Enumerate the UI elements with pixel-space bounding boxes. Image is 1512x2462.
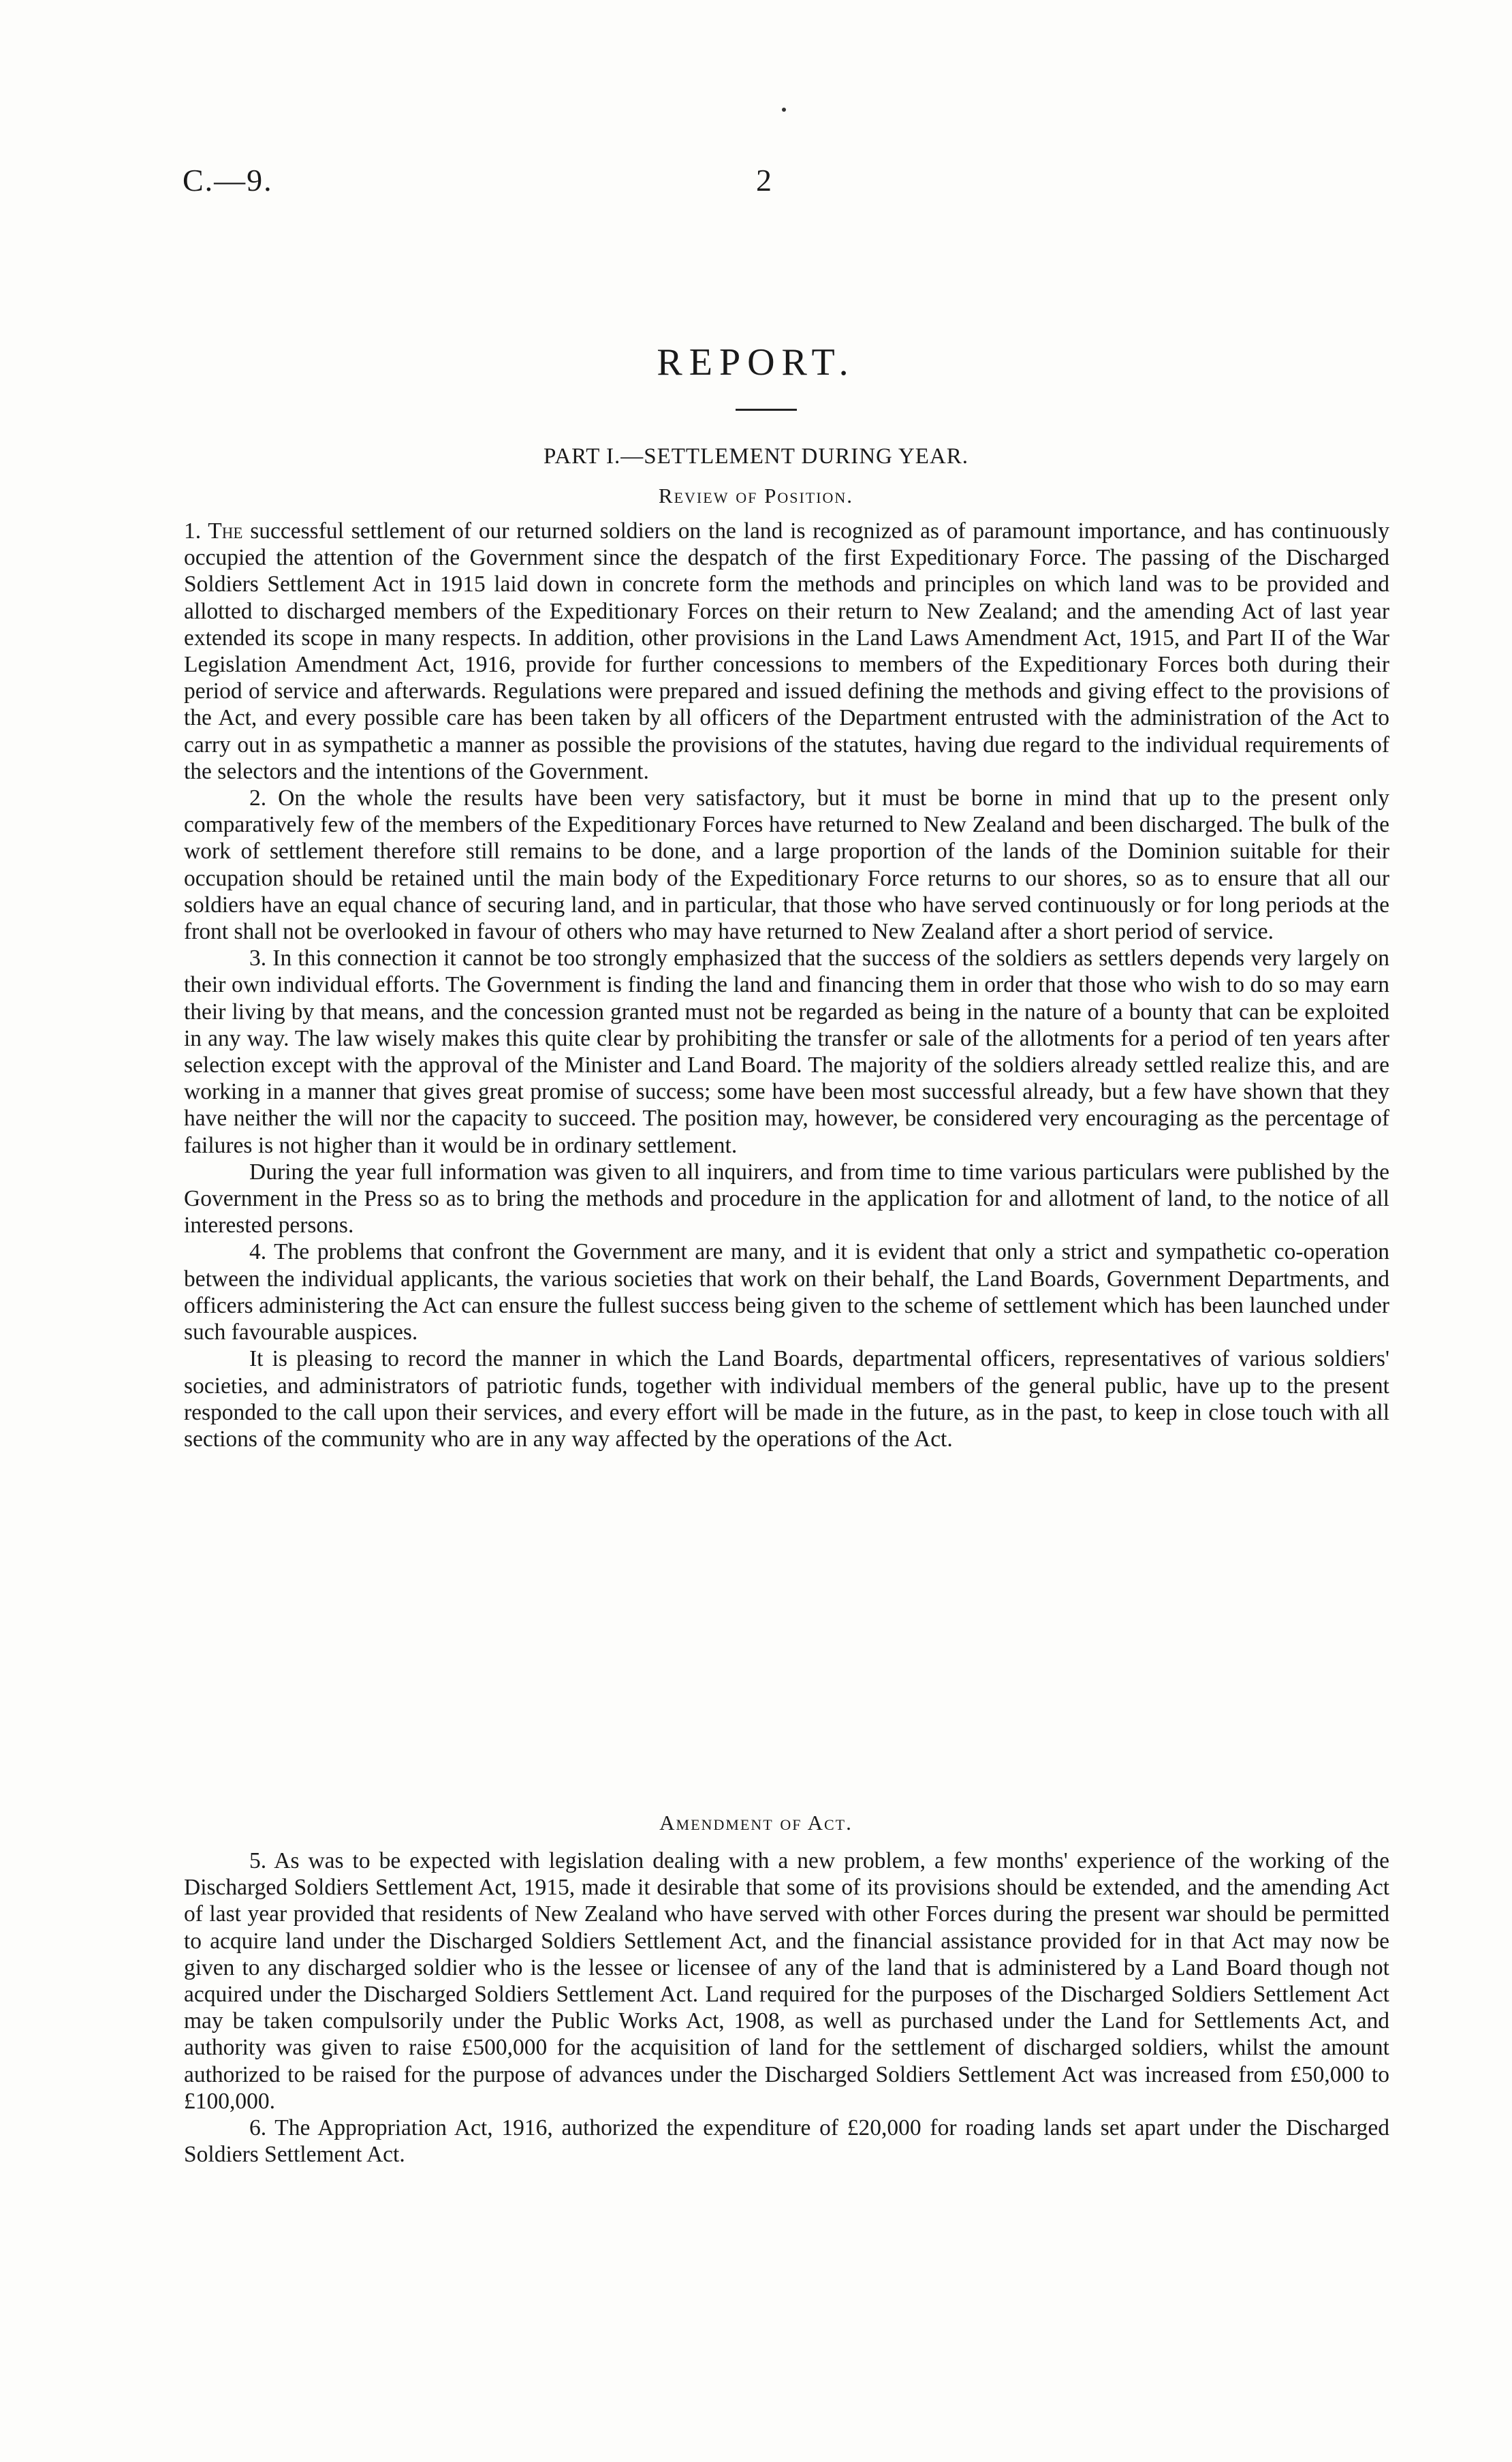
paragraph-3-continued: During the year full information was given to all inquirers, and from time to time various particulars were published by the Government in the Press so as to bring the methods and procedure in the application for and allotment of land, to the notice of all interested persons.	[184, 1159, 1389, 1238]
section-heading-review: Review of Position.	[658, 484, 854, 508]
paragraph-lead: 1. The	[184, 518, 243, 544]
paragraph-1	[184, 518, 1389, 785]
page-number: 2	[756, 163, 772, 198]
document-reference: C.—9.	[183, 163, 273, 198]
paper-speck	[782, 108, 786, 112]
paragraph-6: 6. The Appropriation Act, 1916, authorized the expenditure of £20,000 for roading lands set apart under the Discharged Soldiers Settlement Act.	[184, 2115, 1389, 2168]
section-body-review	[184, 518, 1389, 1452]
paragraph-3: 3. In this connection it cannot be too strongly emphasized that the success of the soldiers as settlers depends very largely on their own individual efforts. The Government is finding the land and financing them in order that those who wish to do so may earn their living by that means, and the concession granted must not be regarded as being in the nature of a bounty that can be exploited in any way. The law wisely makes this quite clear by prohibiting the transfer or sale of the allotments for a period of ten years after selection except with the approval of the Minister and Land Board. The majority of the soldiers already settled realize this, and are working in a manner that gives great promise of success; some have been most successful already, but a few have shown that they have neither the will nor the capacity to succeed. The position may, however, be considered very encouraging as the percentage of failures is not higher than it would be in ordinary settlement.	[184, 946, 1389, 1158]
paragraph-2: 2. On the whole the results have been very satisfactory, but it must be borne in mind that up to the present only comparatively few of the members of the Expeditionary Forces have returned to New Zealand and been discharged. The bulk of the work of settlement therefore still remains to be done, and a large proportion of the lands of the Dominion suitable for their occupation should be retained until the main body of the Expeditionary Force returns to our shores, so as to ensure that all our soldiers have an equal chance of securing land, and in particular, that those who have served continuously or for long periods at the front shall not be overlooked in favour of others who may have returned to New Zealand after a short period of service.	[184, 785, 1389, 945]
paragraph-4-continued: It is pleasing to record the manner in which the Land Boards, departmental officers, representatives of various soldiers' societies, and administrators of patriotic funds, together with individual members of the general public, have up to the present responded to the call upon their services, and every effort will be made in the future, as in the past, to keep in close touch with all sections of the community who are in any way affected by the operations of the Act.	[184, 1346, 1389, 1452]
section-body-amendment	[184, 1848, 1389, 2168]
section-heading-amendment: Amendment of Act.	[659, 1811, 853, 1835]
paragraph-text: successful settlement of our returned soldiers on the land is recognized as of paramount importance, and has continuously occupied the attention of the Government since the despatch of the first Expeditionary Force. The passing of the Discharged Soldiers Settlement Act in 1915 laid down in concrete form the methods and principles on which land was to be provided and allotted to discharged members of the Expeditionary Forces on their return to New Zealand; and the amending Act of last year extended its scope in many respects. In addition, other provisions in the Land Laws Amendment Act, 1915, and Part II of the War Legislation Amendment Act, 1916, provide for further concessions to members of the Expeditionary Forces both during their period of service and afterwards. Regulations were prepared and issued defining the methods and giving effect to the provisions of the Act, and every possible care has been taken by all officers of the Department entrusted with the administration of the Act to carry out in as sympathetic a manner as possible the provisions of the statutes, having due regard to the individual requirements of the selectors and the intentions of the Government.	[184, 518, 1389, 784]
paragraph-4: 4. The problems that confront the Government are many, and it is evident that only a strict and sympathetic co-operation between the individual applicants, the various societies that work on their behalf, the Land Boards, Government Departments, and officers administering the Act can ensure the fullest success being given to the scheme of settlement which has been launched under such favourable auspices.	[184, 1239, 1389, 1345]
report-title: REPORT.	[657, 341, 855, 384]
paragraph-5: 5. As was to be expected with legislation dealing with a new problem, a few months' experience of the working of the Discharged Soldiers Settlement Act, 1915, made it desirable that some of its provisions should be extended, and the amending Act of last year provided that residents of New Zealand who have served with other Forces during the present war should be permitted to acquire land under the Discharged Soldiers Settlement Act, and the financial assistance provided for in that Act may now be given to any discharged soldier who is the lessee or licensee of any of the land that is administered by a Land Board though not acquired under the Discharged Soldiers Settlement Act. Land required for the purposes of the Discharged Soldiers Settlement Act may be taken compulsorily under the Public Works Act, 1908, as well as purchased under the Land for Settlements Act, and authority was given to raise £500,000 for the acquisition of land for the settlement of discharged soldiers, whilst the amount authorized to be raised for the purpose of advances under the Discharged Soldiers Settlement Act was increased from £50,000 to £100,000.	[184, 1848, 1389, 2114]
part-heading: PART I.—SETTLEMENT DURING YEAR.	[544, 444, 968, 469]
title-divider	[736, 409, 797, 411]
